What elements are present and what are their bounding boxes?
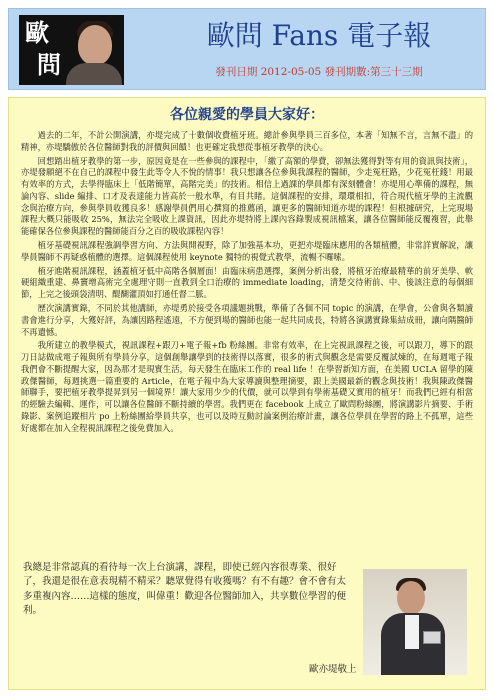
paragraph-4: 植牙進階視訊課程，涵蓋植牙低中高階各個層面！由臨床病患選擇，案例分析出發，將植牙治療最精華的前牙美學、軟硬組織重建、鼻竇增高術完全處理守則一直教到全口治療的 immediate loading，清楚交待術前、中、後該注意的每個細節，上完之後頭袋清明、醍醐灌頂如打通任督二脈。 (21, 265, 473, 300)
article-text (9, 130, 485, 435)
paragraph-2: 回想踏出植牙教學的第一步，原因竟是在一些參與的課程中，「繳了高額的學費，卻無法獲得對等有用的資訊與技術」，亦堤發願絕不在自己的課程中發生此等令人不悅的情事！我只想讓各位參與我課程的醫師，少走冤枉路，少花冤枉錢！用最有效率的方式，去學得臨床上「低階簡單，高階完美」的技術。相信上過課的學員都有深刻體會！亦堤用心準備的課程，無論內容、slide 編排、口才及表達能力皆高於一般水準，有目共睹。這個課程的安排，環環相扣，符合現代植牙學的主流觀念與治療方向，參與學員收獲良多！感謝學員們用心撰寫的推薦函，讓更多的醫師知道亦堤的課程！但根據研究，上完現場課程大概只能吸收 25%，無法完全吸收上課資訊，因此亦堤特將上課內容錄製成視訊檔案，讓各位醫師能反覆複習，此舉能確保各位參與課程的醫師能百分之百的吸收課程內容！ (21, 155, 473, 237)
paragraph-3: 植牙基礎視訊課程強調學習方向、方法與開視野，除了加強基本功，更把亦堤臨床應用的各類植體，非常詳實解說，讓學員醫師不再疑惑植體的選擇。這個課程使用 keynote 獨特的視覺式教學，流暢不囉嗦。 (21, 240, 473, 262)
closing-paragraph: 我總是非常認真的看待每一次上台演講，課程，即使已經內容很專業、很好了，我還是很在意表現精不精采？聽眾覺得有收獲嗎？有不有趣？會不會有太多重複內容……這樣的態度，叫偉重！歡迎各位醫師加入，共享數位學習的便利。 (23, 562, 347, 616)
logo-portrait-body (66, 63, 122, 85)
logo (19, 15, 124, 85)
logo-portrait-face (78, 25, 112, 65)
paragraph-5: 歷次演講實錄，不同於其他講師，亦堤勇於接受各項議題挑戰，準備了各個不同 topic 的演講，在學會，公會與各類讀書會進行分享，大獲好評，為讓因路程遙遠，不方便到場的醫師也能一起共同成長，特將各演講實錄集結成冊，讓向隅醫師不再遺憾。 (21, 302, 473, 337)
newsletter-body (8, 97, 486, 690)
closing-section (9, 561, 486, 689)
greeting-heading: 各位親愛的學員大家好： (170, 107, 324, 123)
paragraph-6: 我所建立的教學模式，視訊課程+跟刀+電子報+fb 粉絲團。非常有效率，在上完視訊課程之後，可以跟刀，導下的跟刀日誌做成電子報與所有學員分享，這個創舉讓學到的技術得以落實，很多的術式與觀念是需要反覆試煉的，在每週電子報我們會不斷提醒大家，因為那才是現實生活，每天發生在臨床工作的 real life ！在學習新知方面，在美國 UCLA 留學的陳政傑醫師，每週挑選一篇重要的 Article，在電子報中為大家導讀與整理摘要，跟上美國最新的觀念與技術！我與陳政傑醫師聯手，要把植牙教學提昇到另一個境界！讓大家用少少的代價，就可以學到有學術基礎又實用的植牙！而我們已經有相當的經驗去編輯、運作，可以讓各位醫師不斷持續的學習。我們更在 facebook 上成立了歐問粉絲團，將演講影片摘要、手術錄影、案例追蹤相片 po 上粉絲團給學員共享，也可以及時互動討論案例治療計畫，讓各位學員在學習的路上不孤單，這些好處都在加入全程視訊課程之後免費加入。 (21, 340, 473, 433)
logo-char-1: 歐 (25, 18, 49, 47)
logo-char-2: 問 (37, 50, 61, 79)
paragraph-1: 過去的二年，不計公開演講，亦堤完成了十數個收費植牙班。總計參與學員三百多位，本著「知無不言，言無不盡」的精神，亦堤驕傲於各位醫師對我的評價與回饋！也更確定我想從事植牙教學的決心。 (21, 130, 473, 152)
newsletter-header (8, 8, 486, 90)
signature: 歐亦堤敬上 (309, 664, 357, 675)
newsletter-title: 歐問 Fans 電子報 (206, 19, 432, 52)
phone-icon (423, 631, 441, 644)
issue-info: 發刊日期 2012-05-05 發刊期數:第三十三期 (215, 66, 423, 78)
author-photo (363, 569, 467, 675)
